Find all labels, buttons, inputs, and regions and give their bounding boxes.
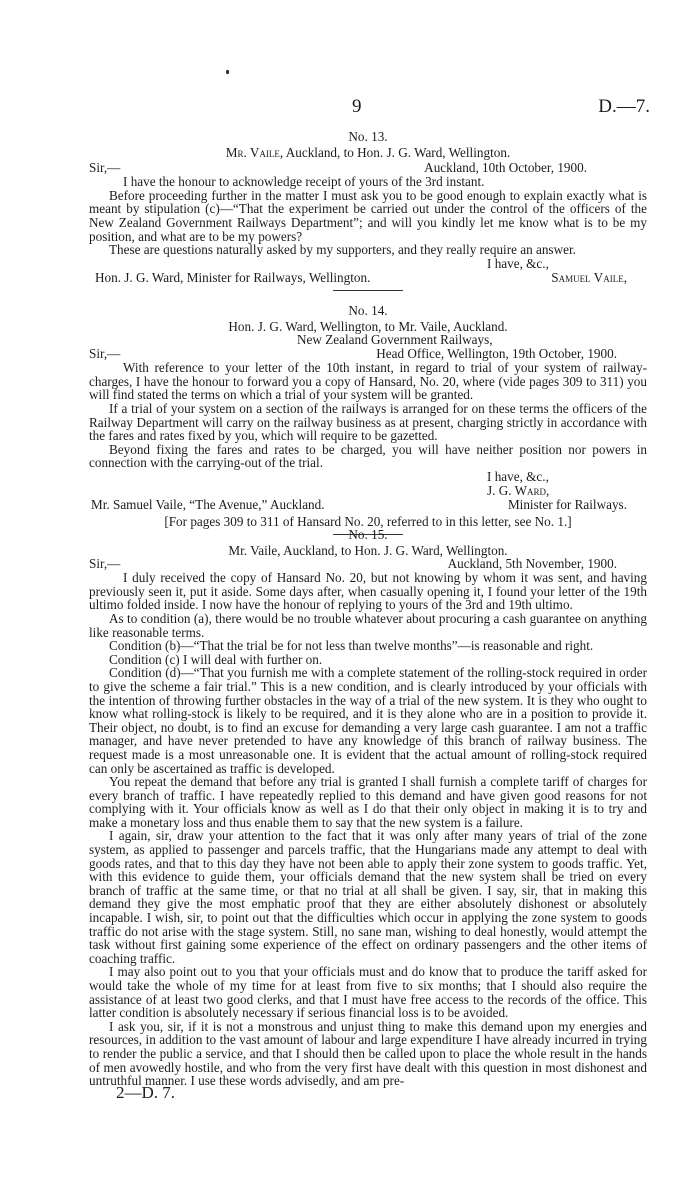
paragraph: If a trial of your system on a section of the railways is arranged for on these terms the officers of the Railway Department will carry on the railway business as at present, charging strictly in accordance with the fares and rates fixed by you, which will require to be gazetted. [89, 400, 647, 444]
salutation: Sir,— [89, 556, 121, 572]
closing: I have, &c., [487, 468, 549, 484]
paragraph: Before proceeding further in the matter I must ask you to be good enough to explain exactly what is meant by stipulation (c)—“That the experiment be carried out under the control of the officers of the New Zealand Government Railways Department”; and will you kindly let me know what is to be my position, and what are to be my powers? [89, 187, 647, 244]
closing: I have, &c., [487, 255, 549, 271]
salutation: Sir,— [89, 160, 121, 176]
salutation-date-row [89, 161, 647, 175]
paragraph: I again, sir, draw your attention to the fact that it was only after many years of trial of the zone system, as applied to passenger and parcels traffic, that the Hungarians made any attempt to deal with goods rates, and that to this day they have not been able to apply their zone system to goods traffic. Yet, with this evidence to guide them, your officials demand that the new system shall be tried on every branch of traffic at the same time, or that no trial at all shall be given. I say, sir, that in making this demand they give the most emphatic proof that they are either absolutely dishonest or absolutely incapable. I wish, sir, to point out that the difficulties which occur in applying the zone system to goods traffic do not arise with the stage system. Still, no sane man, wishing to deal honestly, would attempt the task without first gaining some experience of the effect on ordinary passengers and the other items of coaching traffic. [89, 828, 647, 966]
editorial-note: [For pages 309 to 311 of Hansard No. 20, referred to in this letter, see No. 1.] [164, 513, 572, 529]
sheet-signature-mark: 2—D. 7. [116, 1083, 176, 1102]
letter-number: No. 14. [348, 303, 388, 318]
signature-title: Minister for Railways. [507, 496, 627, 512]
addressee: Hon. J. G. Ward, Minister for Railways, Wellington. [95, 269, 371, 285]
paragraph: As to condition (a), there would be no trouble whatever about procuring a cash guarantee on anything like reasonable terms. [89, 610, 647, 640]
office-date: Head Office, Wellington, 19th October, 1900. [376, 346, 617, 362]
signature-row [89, 484, 647, 498]
letter-number: No. 15. [348, 527, 388, 542]
paragraph: Condition (c) I will deal with further on. [109, 651, 323, 667]
paragraph: With reference to your letter of the 10th instant, in regard to trial of your system of railway-charges, I have the honour to forward you a copy of Hansard, No. 20, where (vide pages 309 to 311) you will find stated the terms on which a trial of your system will be granted. [89, 360, 647, 403]
letter-14 [89, 304, 647, 537]
section-divider [333, 290, 403, 291]
paragraph: Condition (d)—“That you furnish me with a complete statement of the rolling-stock required in order to give the scheme a fair trial.” This is a new condition, and is clearly introduced by your officials with the intention of throwing further obstacles in the way of a trial of the new system. It is they who ought to know what rolling-stock is likely to be required, and it is they alone who are in a position to provide it. Their object, no doubt, is to find an excuse for demanding a very large cash guarantee. I am not a traffic manager, and have never pretended to have any knowledge of this branch of railway business. The request made is a most unreasonable one. It is evident that the actual amount of rolling-stock required can only be ascertained as traffic is developed. [89, 665, 647, 776]
paragraph: I duly received the copy of Hansard No. 20, but not knowing by whom it was sent, and having previously seen it, put it aside. Some days after, when casually opening it, I found your letter of the 19th ultimo folded inside. I now have the honour of replying to yours of the 3rd and 19th ultimo. [89, 570, 647, 613]
office-line-row [89, 333, 647, 347]
letter-date: Auckland, 10th October, 1900. [424, 160, 587, 176]
addressee-row [89, 271, 647, 285]
signature: J. G. Ward, [487, 482, 550, 498]
closing-row [89, 470, 647, 484]
addressee: Mr. Samuel Vaile, “The Avenue,” Auckland. [91, 496, 325, 512]
salutation-date-row [89, 557, 647, 571]
letter-title: Mr. Vaile, Auckland, to Hon. J. G. Ward, Wellington. [228, 542, 508, 558]
salutation: Sir,— [89, 346, 121, 362]
page-header [0, 96, 700, 126]
print-speck [226, 70, 229, 74]
closing-row [89, 257, 647, 271]
letter-date: Auckland, 5th November, 1900. [447, 556, 617, 572]
paragraph: I ask you, sir, if it is not a monstrous and unjust thing to make this demand upon my energies and resources, in addition to the vast amount of labour and large expenditure I have already incurred in trying to render the public a service, and that I should then be called upon to place the whole result in the hands of men avowedly hostile, and who from the very first have dealt with this question in most dishonest and untruthful manner. I use these words advisedly, and am pre- [89, 1018, 647, 1089]
addressee-row [89, 498, 647, 512]
page-number: 9 [352, 96, 362, 117]
letter-13 [89, 130, 647, 293]
letter-title: Mr. Vaile, Auckland, to Hon. J. G. Ward, Wellington. [225, 144, 511, 160]
office-line: New Zealand Government Railways, [297, 332, 493, 348]
letter-title: Hon. J. G. Ward, Wellington, to Mr. Vaile, Auckland. [228, 318, 508, 334]
document-reference: D.—7. [598, 96, 650, 117]
salutation-office-row [89, 347, 647, 361]
letter-15 [89, 528, 647, 1088]
signature: Samuel Vaile, [551, 269, 627, 285]
letter-number: No. 13. [348, 129, 388, 144]
paragraph: You repeat the demand that before any trial is granted I shall furnish a complete tariff of charges for every branch of traffic. I have repeatedly replied to this demand and have given good reasons for not complying with it. Your officials know as well as I do that their only object in making it is to try and make a monetary loss and thus enable them to say that the new system is a failure. [89, 774, 647, 830]
paragraph: I have the honour to acknowledge receipt of yours of the 3rd instant. [123, 174, 485, 190]
paragraph: I may also point out to you that your officials must and do know that to produce the tariff asked for would take the whole of my time for at least from five to six months; that I should also require the assistance of at least two good clerks, and that I must have free access to the records of the office. This latter condition is absolutely necessary if serious financial loss is to be avoided. [89, 964, 647, 1021]
paragraph: Condition (b)—“That the trial be for not less than twelve months”—is reasonable and right. [109, 638, 594, 654]
paragraph: These are questions naturally asked by my supporters, and they really require an answer. [109, 242, 576, 258]
paragraph: Beyond fixing the fares and rates to be charged, you will have neither position nor powers in connection with the carrying-out of the trial. [89, 441, 647, 471]
